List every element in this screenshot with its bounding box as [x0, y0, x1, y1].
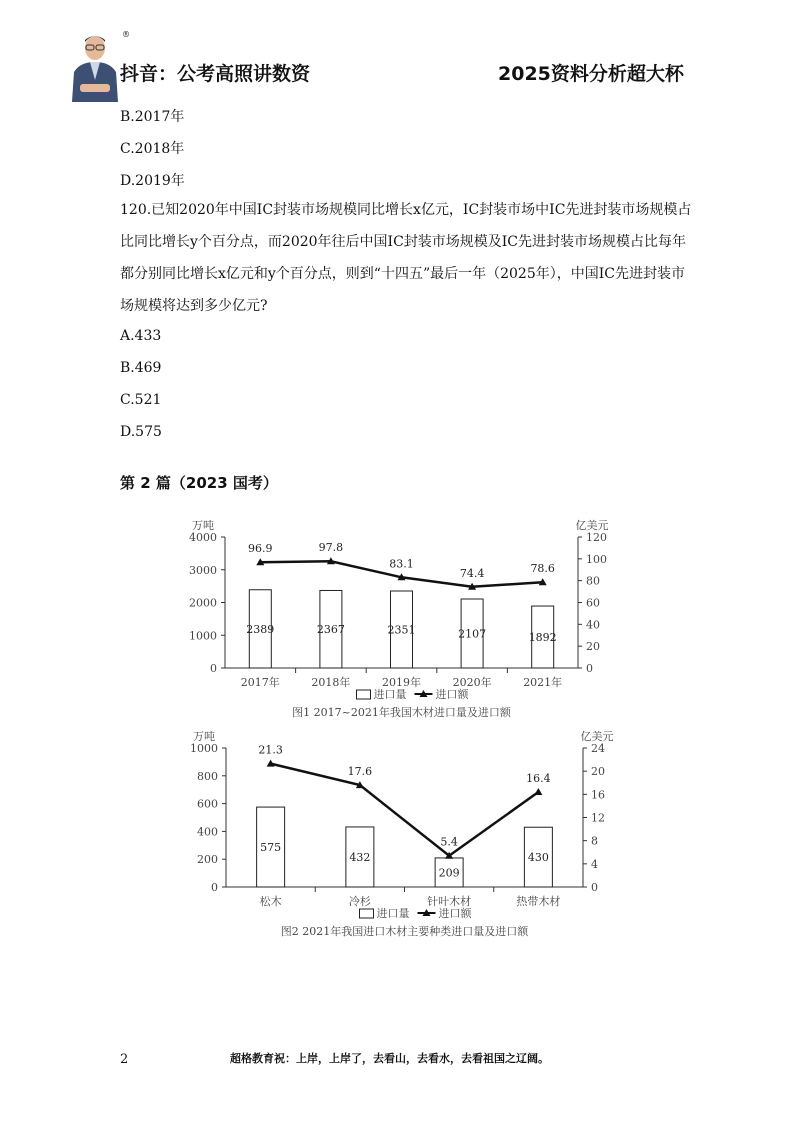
c1-left-axis-label: 万吨	[192, 519, 214, 532]
c2-right-tick-label: 4	[591, 857, 598, 871]
c1-bar-value-label: 2107	[458, 627, 487, 641]
c2-left-axis-label: 万吨	[193, 730, 215, 743]
c2-left-tick-label: 400	[197, 825, 218, 839]
c1-line-value-label: 96.9	[248, 542, 273, 556]
option-b-prev: B.2017年	[120, 109, 185, 125]
c2-right-tick-label: 0	[591, 881, 598, 894]
c2-line-value-label: 5.4	[440, 835, 458, 849]
c1-right-tick-label: 60	[586, 596, 600, 610]
c1-line-value-label: 83.1	[389, 557, 414, 571]
registered-mark: ®	[122, 30, 130, 39]
c2-line-series	[271, 764, 539, 856]
c1-right-tick-label: 80	[586, 574, 600, 588]
c2-category-label: 热带木材	[516, 895, 561, 908]
header-left-title: 抖音：公考高照讲数资	[120, 63, 311, 85]
c1-right-tick-label: 0	[586, 662, 593, 675]
c1-left-tick-label: 2000	[189, 596, 217, 610]
c2-chart-caption: 图2 2021年我国进口木材主要种类进口量及进口额	[280, 925, 529, 938]
option-c: C.521	[120, 392, 162, 408]
c1-bar-value-label: 2351	[387, 623, 416, 637]
c1-category-label: 2017年	[240, 676, 280, 689]
c2-right-axis-label: 亿美元	[580, 730, 614, 743]
c1-category-label: 2021年	[523, 676, 563, 689]
c1-legend-bar-swatch	[357, 690, 371, 699]
page-number: 2	[120, 1052, 129, 1067]
header-right-title: 2025资料分析超大杯	[498, 63, 684, 85]
section-title: 第 2 篇（2023 国考）	[120, 474, 278, 492]
c2-line-value-label: 21.3	[258, 743, 283, 757]
c1-right-tick-label: 20	[586, 640, 600, 654]
c1-bar-value-label: 2389	[246, 622, 275, 636]
c2-legend-line-label: 进口额	[438, 907, 472, 920]
c2-left-tick-label: 600	[197, 797, 218, 811]
c2-left-tick-label: 800	[197, 769, 218, 783]
c1-right-axis-label: 亿美元	[575, 519, 609, 532]
c1-bar-value-label: 1892	[528, 631, 557, 645]
c2-bar-value-label: 430	[527, 851, 549, 865]
c1-category-label: 2020年	[452, 676, 492, 689]
c2-right-tick-label: 24	[591, 742, 605, 755]
c1-category-label: 2019年	[382, 676, 421, 689]
c2-bar-value-label: 209	[438, 866, 460, 880]
c1-line-value-label: 97.8	[318, 541, 344, 555]
c1-legend-bar-label: 进口量	[373, 688, 407, 701]
c1-bar-value-label: 2367	[316, 623, 345, 637]
c2-right-tick-label: 16	[591, 788, 605, 802]
c1-right-tick-label: 100	[586, 552, 607, 566]
c2-left-tick-label: 0	[211, 881, 218, 894]
c2-line-value-label: 17.6	[347, 765, 373, 779]
c2-legend-bar-label: 进口量	[376, 907, 410, 920]
c2-left-tick-label: 200	[197, 853, 218, 867]
c1-line-value-label: 74.4	[459, 566, 485, 580]
c2-right-tick-label: 12	[591, 811, 605, 825]
question-120-text: 120.已知2020年中国IC封装市场规模同比增长x亿元，IC封装市场中IC先进封装市场规模占比同比增长y个百分点，而2020年往后中国IC封装市场规模及IC先进封装市场规模占比每年都分别同比增长x亿元和y个百分点，则到“十四五”最后一年（2025年），中国IC先进封装市场规模将达到多少亿元?	[120, 202, 692, 314]
c1-left-tick-label: 3000	[189, 563, 217, 577]
c1-legend-line-label: 进口额	[435, 688, 469, 701]
option-a: A.433	[120, 328, 162, 344]
c1-chart-caption: 图1 2017~2021年我国木材进口量及进口额	[292, 706, 511, 719]
c2-bar-value-label: 575	[260, 841, 282, 855]
c2-line-value-label: 16.4	[526, 772, 551, 786]
c1-left-tick-label: 1000	[189, 629, 217, 643]
c1-category-label: 2018年	[311, 676, 351, 689]
option-b: B.469	[120, 360, 162, 376]
c1-line-value-label: 78.6	[530, 562, 555, 576]
c2-legend-bar-swatch	[360, 909, 374, 918]
c2-right-tick-label: 8	[591, 834, 598, 848]
option-c-prev: C.2018年	[120, 141, 185, 157]
c2-line-point	[534, 788, 542, 795]
c1-right-tick-label: 40	[586, 618, 600, 632]
c2-category-label: 松木	[259, 895, 282, 908]
option-d: D.575	[120, 424, 162, 440]
footer-slogan: 超格教育祝：上岸，上岸了，去看山，去看水，去看祖国之辽阔。	[230, 1052, 549, 1065]
option-d-prev: D.2019年	[120, 173, 185, 189]
c1-left-tick-label: 0	[210, 662, 217, 675]
c2-category-label: 针叶木材	[427, 895, 472, 908]
c2-left-tick-label: 1000	[190, 742, 218, 755]
c2-category-label: 冷杉	[348, 895, 371, 908]
c2-right-tick-label: 20	[591, 765, 605, 779]
c1-right-tick-label: 120	[586, 531, 607, 544]
c2-bar-value-label: 432	[349, 850, 371, 864]
c1-left-tick-label: 4000	[189, 531, 217, 544]
